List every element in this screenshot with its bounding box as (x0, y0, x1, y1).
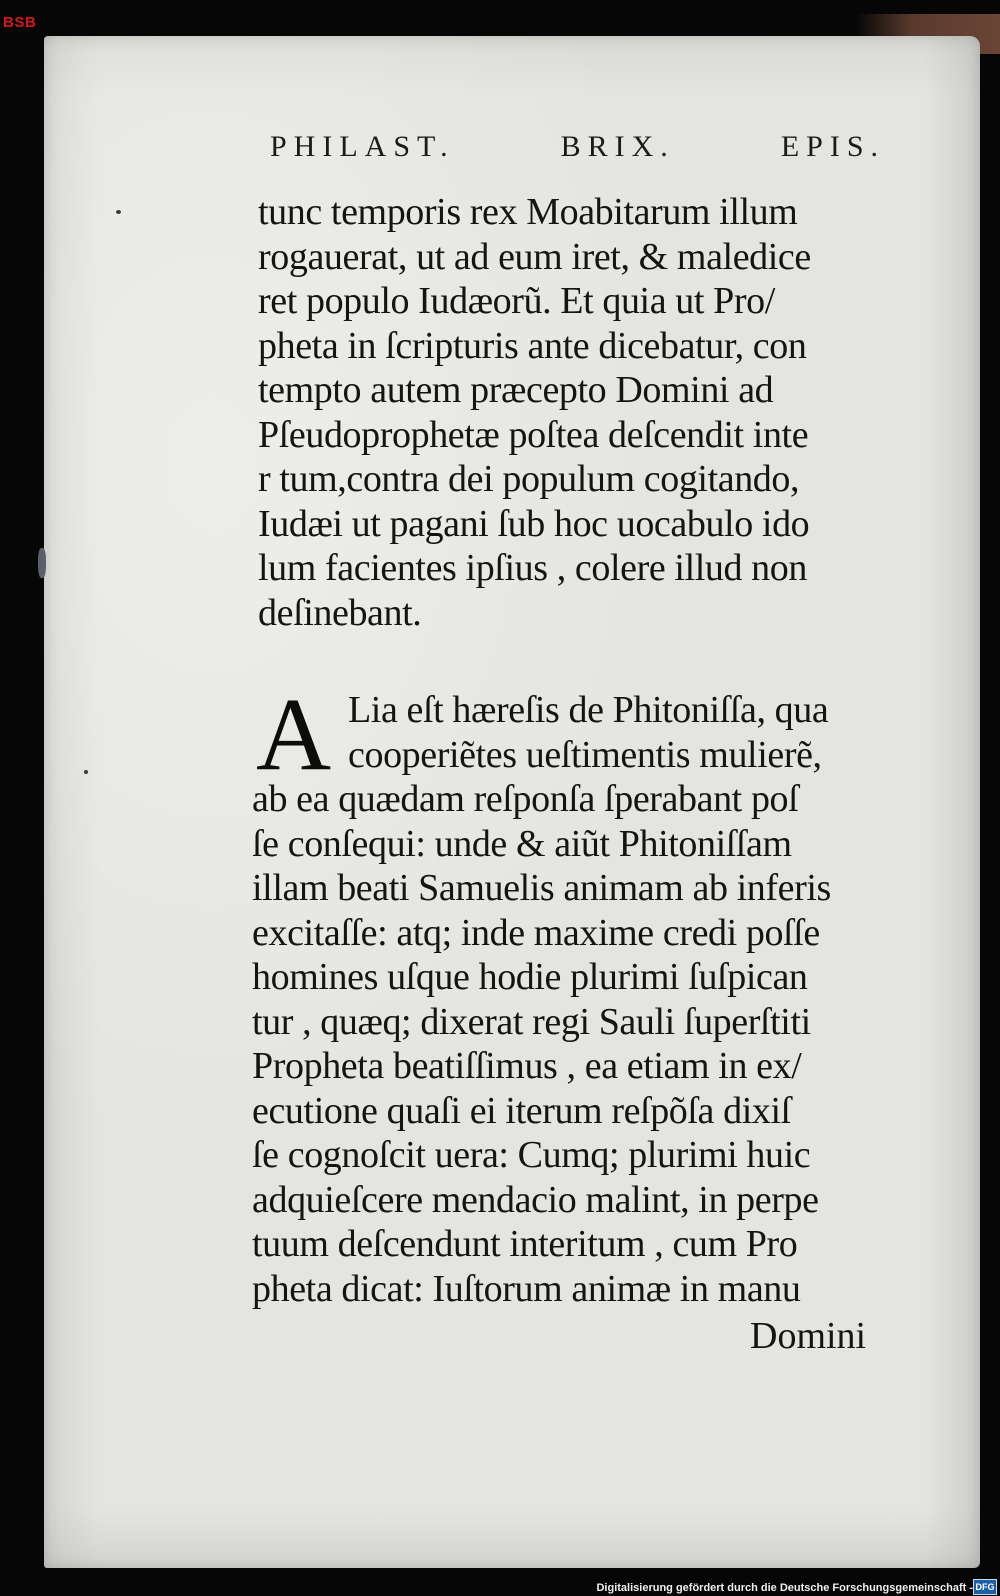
text-line: excitaſſe: atq; inde maxime credi poſſe (252, 911, 820, 954)
text-line: Pſeudoprophetæ poſtea deſcendit inte (258, 413, 809, 456)
text-line: adquieſcere mendacio malint, in perpe (252, 1178, 819, 1221)
ink-speck (116, 210, 121, 214)
text-line: cooperiẽtes ueſtimentis mulierẽ, (348, 733, 822, 776)
page-stain (38, 548, 46, 578)
text-line: ſe cognoſcit uera: Cumq; plurimi huic (252, 1134, 811, 1176)
text-line: pheta dicat: Iuſtorum animæ in manu (252, 1267, 801, 1310)
text-line: Lia eſt hæreſis de Phitoniſſa, qua (348, 689, 829, 731)
catchword: Domini (750, 1315, 867, 1357)
bsb-library-logo: BSB (3, 14, 37, 31)
text-line: pheta in ſcripturis ante dicebatur, con (258, 324, 807, 367)
running-head-author: PHILAST. (270, 130, 455, 163)
text-line: rogauerat, ut ad eum iret, & maledice (258, 235, 811, 278)
text-line: deſinebant. (258, 591, 422, 634)
text-line: ſe conſequi: unde & aiũt Phitoniſſam (252, 822, 792, 865)
text-line: Propheta beatiſſimus , ea etiam in ex/ (252, 1045, 802, 1087)
ink-speck (84, 770, 88, 774)
text-line: r tum,contra dei populum cogitando, (258, 458, 800, 500)
running-head-city: BRIX. (560, 130, 675, 163)
drop-cap-initial: A (256, 677, 331, 792)
dfg-logo: DFG (973, 1579, 997, 1595)
text-line: tuum deſcendunt interitum , cum Pro (252, 1223, 798, 1265)
text-line: ecutione quaſi ei iterum reſpõſa dixiſ (252, 1089, 791, 1132)
heresy-paragraph (252, 677, 932, 1311)
funding-credit: Digitalisierung gefördert durch die Deutsche Forschungsgemeinschaft - (596, 1582, 973, 1594)
running-head (270, 130, 885, 164)
text-line: homines uſque hodie plurimi ſuſpican (252, 956, 808, 998)
text-line: ret populo Iudæorũ. Et quia ut Pro/ (258, 280, 775, 322)
paragraph-continued (258, 190, 938, 635)
text-line: lum facientes ipſius , colere illud non (258, 547, 807, 589)
text-line: tempto autem præcepto Domini ad (258, 369, 774, 411)
text-line: illam beati Samuelis animam ab inferis (252, 867, 831, 909)
text-line: tunc temporis rex Moabitarum illum (258, 191, 798, 233)
text-line: tur , quæq; dixerat regi Sauli ſuperſtiti (252, 1000, 811, 1043)
running-head-title: EPIS. (780, 130, 885, 163)
text-line: ab ea quædam reſponſa ſperabant poſ (252, 778, 799, 820)
text-line: Iudæi ut pagani ſub hoc uocabulo ido (258, 502, 810, 545)
